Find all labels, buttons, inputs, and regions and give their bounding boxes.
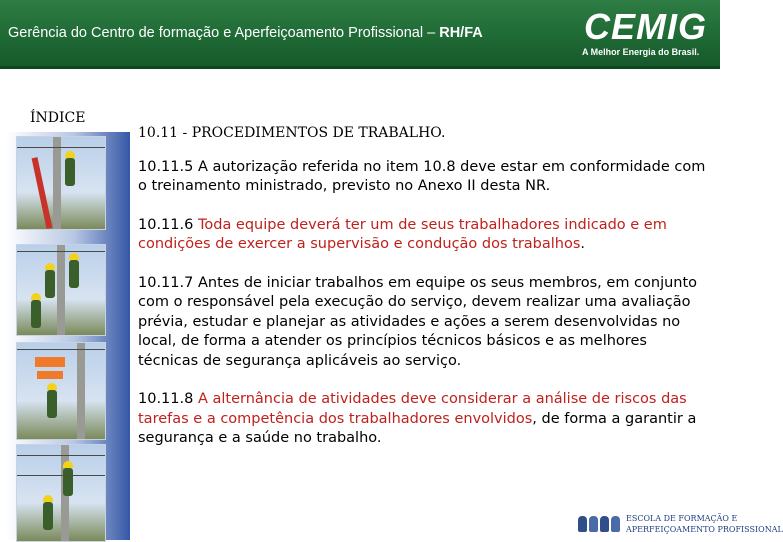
header-title-main: Gerência do Centro de formação e Aperfeiçoamento Profissional – xyxy=(8,25,440,41)
header-bar xyxy=(0,0,720,66)
paragraph-10-11-8-number: 10.11.8 xyxy=(138,391,198,407)
photo-worker-signs xyxy=(16,342,106,440)
photo-linemen-pole xyxy=(16,244,106,336)
paragraph-10-11-5: 10.11.5 A autorização referida no item 10.8 deve estar em conformidade com o treinamento ministrado, previsto no Anexo II desta NR. xyxy=(138,158,706,194)
people-icon xyxy=(578,512,626,532)
paragraph-10-11-6-number: 10.11.6 xyxy=(138,216,198,233)
paragraph-10-11-6-end: . xyxy=(580,236,586,252)
school-name xyxy=(626,513,783,535)
paragraph-10-11-6-highlight: Toda equipe deverá ter um de seus trabalhadores indicado e em condições de exercer a supervisão e condução dos trabalhos xyxy=(138,216,667,252)
paragraph-10-11-7: 10.11.7 Antes de iniciar trabalhos em equipe os seus membros, em conjunto com o responsável pela execução do serviço, devem realizar uma avaliação prévia, estudar e planejar as atividades e ações a serem desenvolvidas no local, de forma a atender os princípios técnicos básicos e as melhores técnicas de segurança aplicáveis ao serviço. xyxy=(138,274,698,369)
logo-wordmark: CEMIG xyxy=(584,6,708,47)
paragraph-10-11-8-end: , de forma a garantir a segurança e a saúde no trabalho. xyxy=(138,410,697,446)
header-title xyxy=(8,25,483,41)
header-divider xyxy=(0,66,720,69)
photo-linemen-structure xyxy=(16,444,106,542)
photo-lineman-ladder xyxy=(16,136,106,230)
school-name-line2: APERFEIÇOAMENTO PROFISSIONAL xyxy=(626,525,783,534)
cemig-logo xyxy=(576,6,720,64)
paragraph-10-11-6 xyxy=(138,216,708,255)
school-name-line1: ESCOLA DE FORMAÇÃO E xyxy=(626,514,738,523)
logo-tagline: A Melhor Energia do Brasil. xyxy=(582,47,700,57)
section-heading: 10.11 - PROCEDIMENTOS DE TRABALHO. xyxy=(138,125,446,141)
main-content xyxy=(138,124,708,468)
photo-sidebar xyxy=(6,132,130,540)
paragraph-10-11-8-highlight: A alternância de atividades deve considerar a análise de riscos das tarefas e a competência dos trabalhadores envolvidos xyxy=(138,391,687,427)
index-label: ÍNDICE xyxy=(30,110,86,126)
school-logo xyxy=(578,508,783,538)
header-title-accent: RH/FA xyxy=(439,25,483,41)
paragraph-10-11-8 xyxy=(138,390,708,449)
